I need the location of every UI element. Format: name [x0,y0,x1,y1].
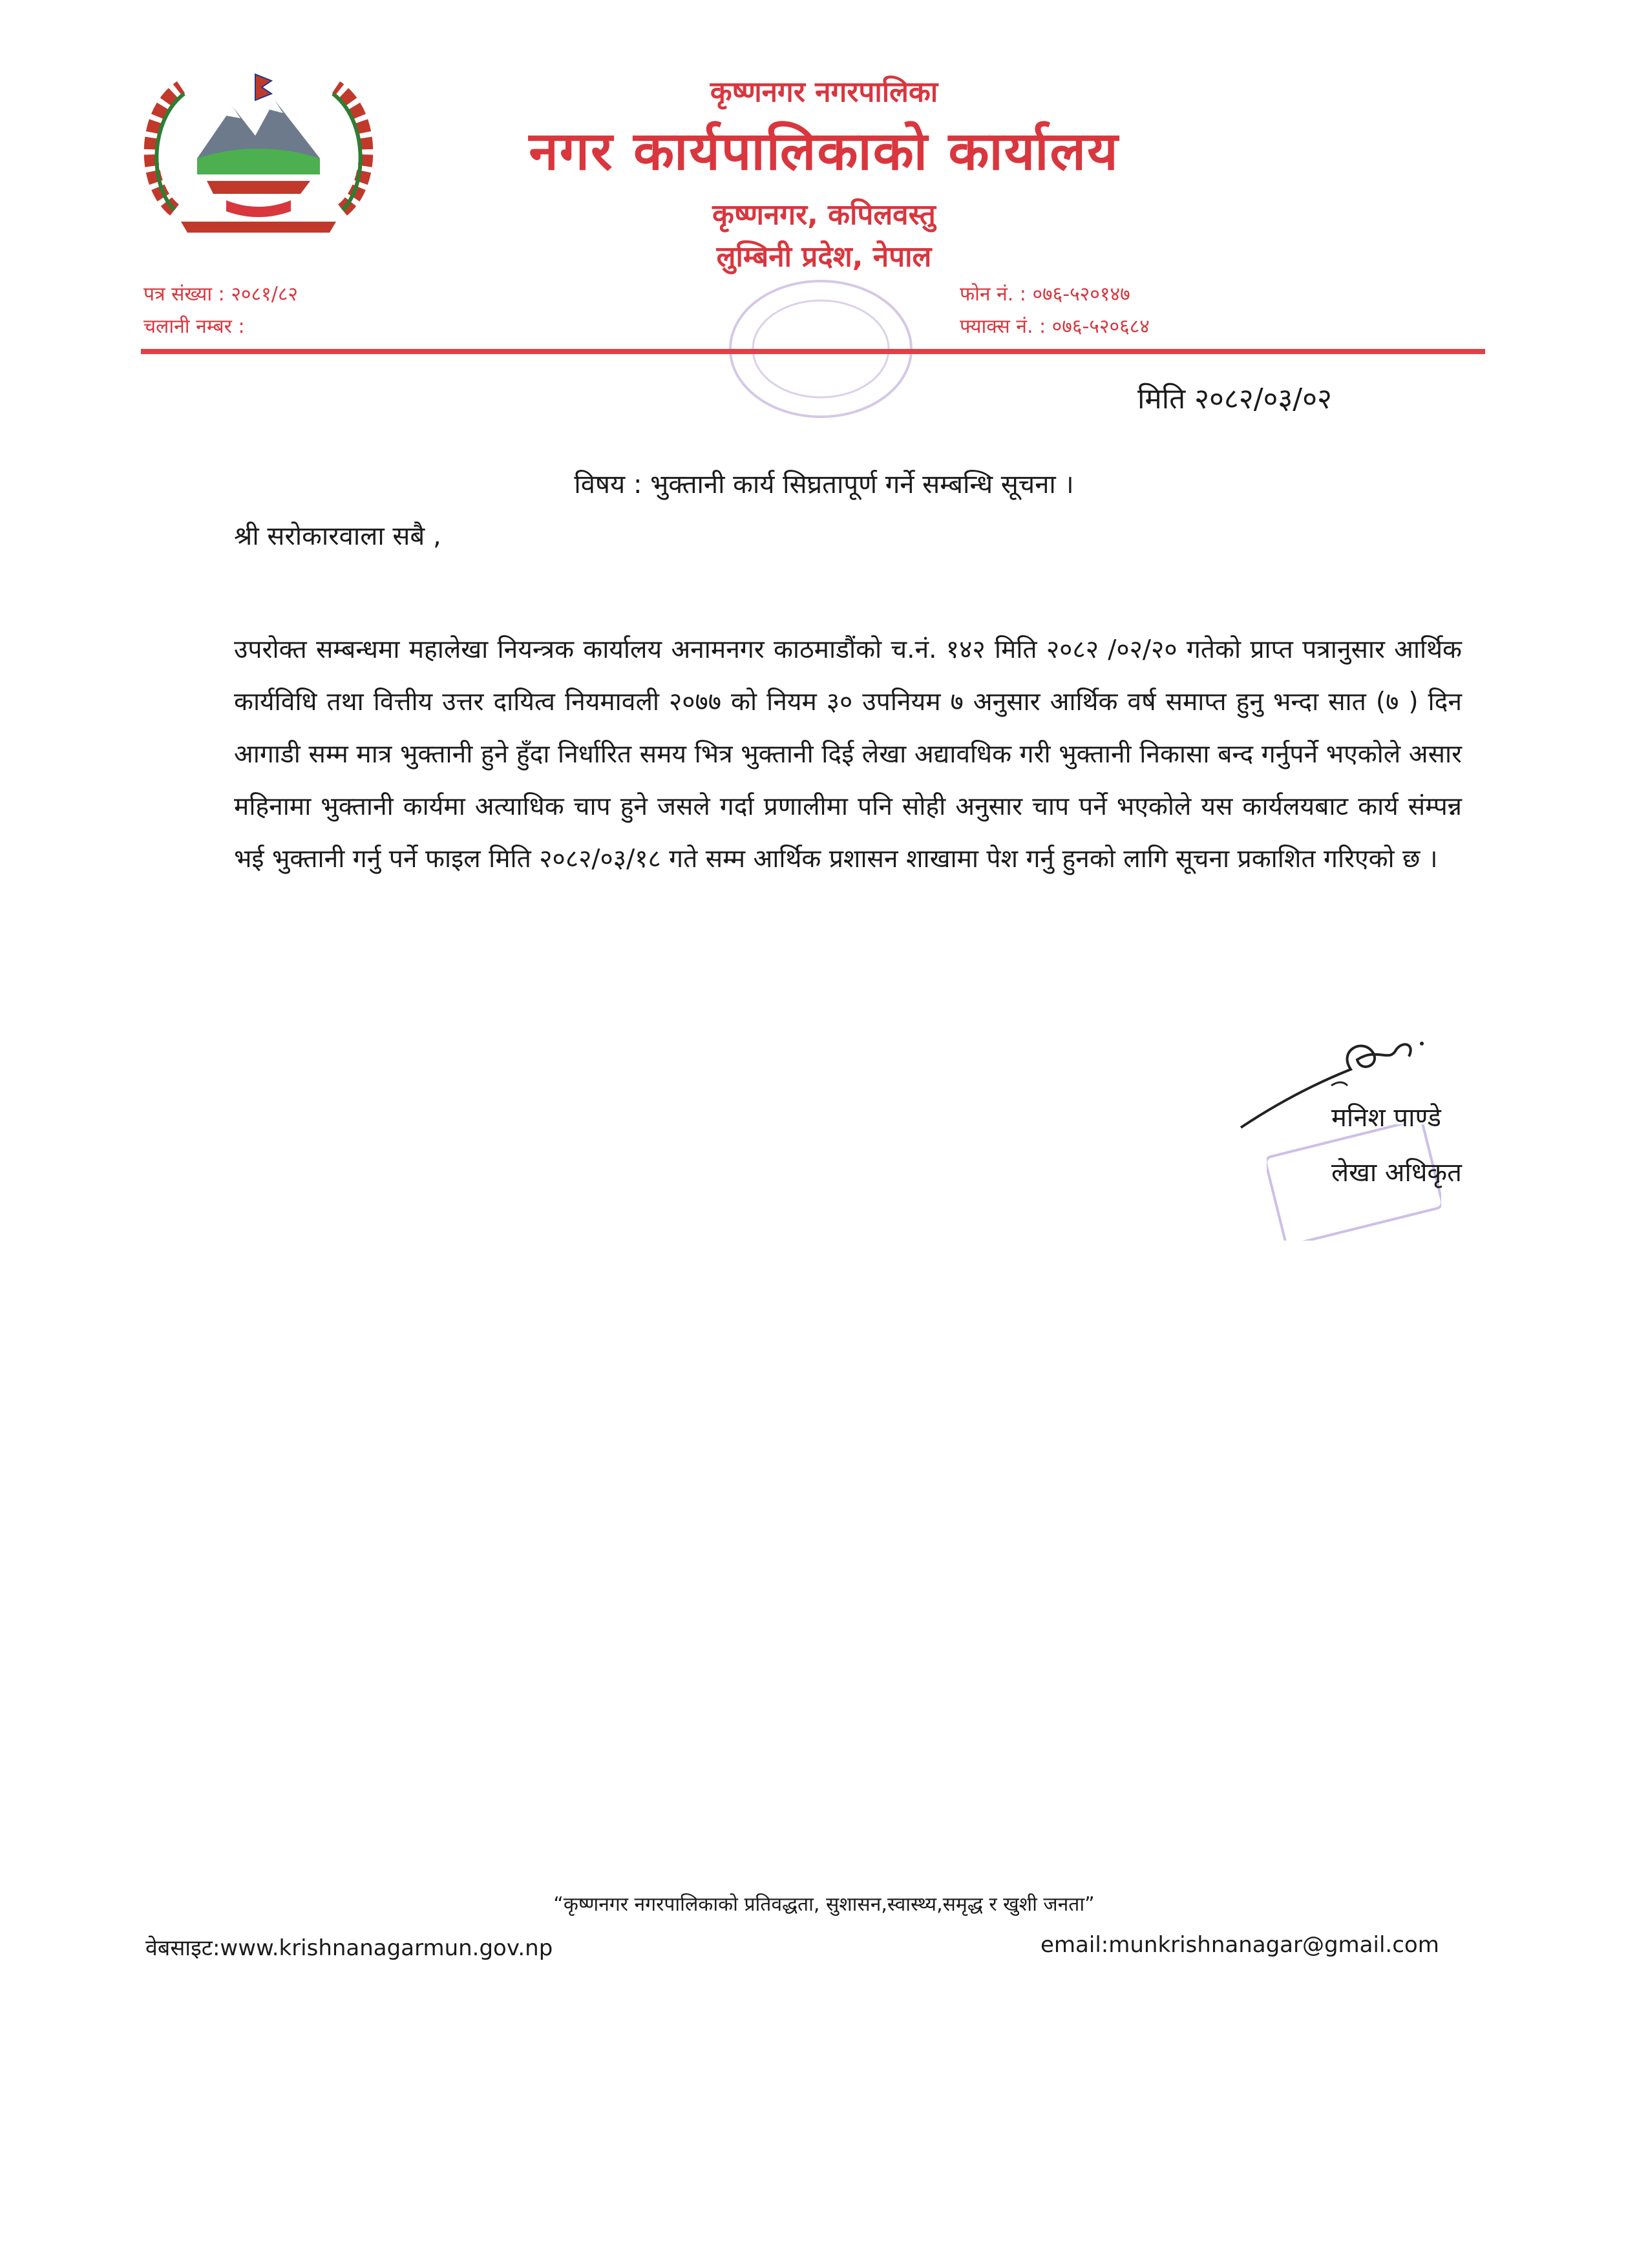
header-divider [141,349,1485,354]
address-line-2: लुम्बिनी प्रदेश, नेपाल [716,240,932,273]
footer-website[interactable]: वेबसाइट:www.krishnanagarmun.gov.np [145,1935,553,1961]
phone-number: फोन नं. : ०७६-५२०१४७ [960,283,1130,306]
municipality-name: कृष्णनगर नगरपालिका [710,76,938,109]
fax-number: फ्याक्स नं. : ०७६-५२०६८४ [960,315,1150,338]
footer-email[interactable]: email:munkrishnanagar@gmail.com [1041,1932,1439,1958]
address-line-1: कृष्णनगर, कपिलवस्तु [712,198,936,231]
letter-date: मिति २०८२/०३/०२ [1137,383,1332,415]
letter-salutation: श्री सरोकारवाला सबै , [234,521,441,551]
office-title: नगर कार्यपालिकाको कार्यालय [529,121,1119,182]
signatory-name: मनिश पाण्डे [1331,1103,1441,1133]
dispatch-number: चलानी नम्बर : [143,315,245,338]
signatory-title: लेखा अधिकृत [1331,1158,1462,1188]
letter-number: पत्र संख्या : २०८१/८२ [143,283,299,306]
footer-motto: “कृष्णनगर नगरपालिकाको प्रतिवद्धता, सुशासन,स्वास्थ्य,समृद्ध र खुशी जनता” [553,1893,1095,1916]
letter-body: उपरोक्त सम्बन्धमा महालेखा नियन्त्रक कार्यालय अनामनगर काठमाडौंको च.नं. १४२ मिति २०८२ /०२/२० गतेको प्राप्त पत्रानुसार आर्थिक कार्यविधि तथा वित्तीय उत्तर दायित्व नियमावली २०७७ को नियम ३० उपनियम ७ अनुसार आर्थिक वर्ष समाप्त हुनु भन्दा सात (७ ) दिन आगाडी सम्म मात्र भुक्तानी हुने हुँदा निर्धारित समय भित्र भुक्तानी दिई लेखा अद्यावधिक गरी भुक्तानी निकासा बन्द गर्नुपर्ने भएकोले असार महिनामा भुक्तानी कार्यमा अत्याधिक चाप हुने जसले गर्दा प्रणालीमा पनि सोही अनुसार चाप पर्ने भएकोले यस कार्यलयबाट कार्य संम्पन्न भई भुक्तानी गर्नु पर्ने फाइल मिति २०८२/०३/१८ गते सम्म आर्थिक प्रशासन शाखामा पेश गर्नु हुनको लागि सूचना प्रकाशित गरिएको छ । [234,635,1462,874]
letter-subject: विषय : भुक्तानी कार्य सिघ्रतापूर्ण गर्ने सम्बन्धि सूचना । [574,470,1074,499]
